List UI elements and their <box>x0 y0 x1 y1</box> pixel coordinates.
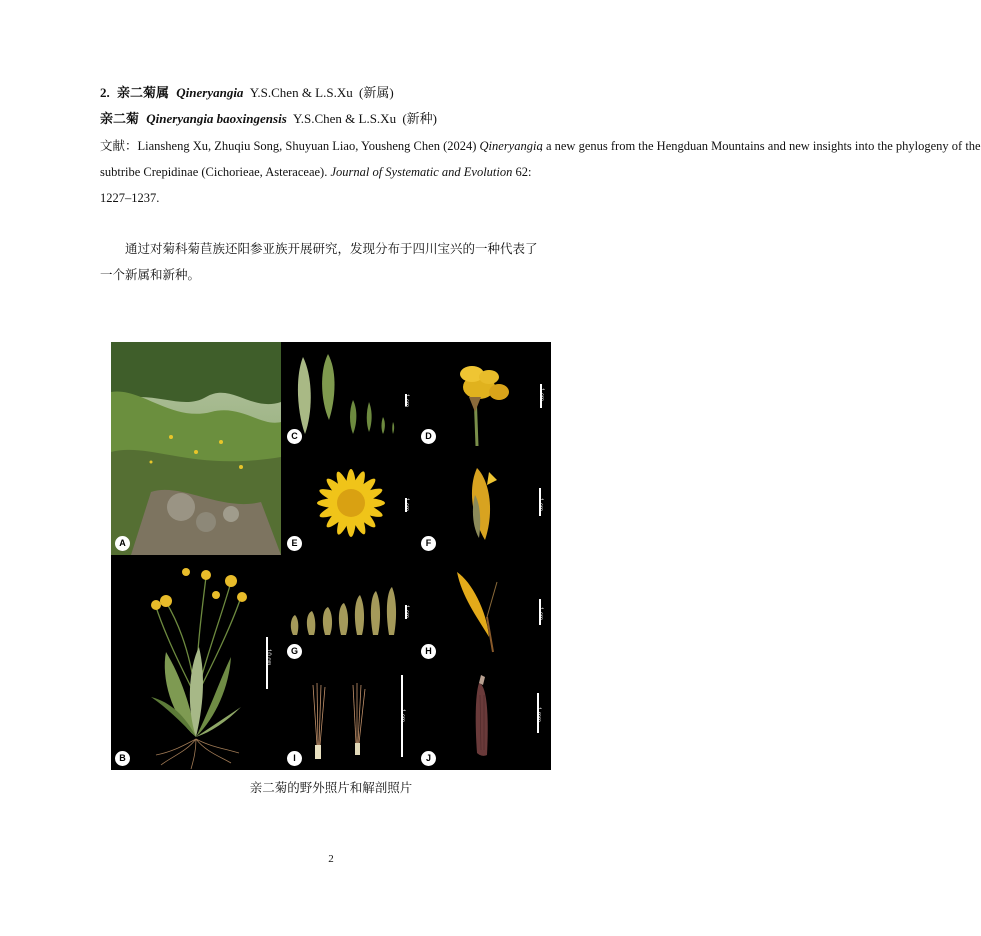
reference-authors: Liansheng Xu, Zhuqiu Song, Shuyuan Liao, Yousheng Chen (2024) <box>137 139 477 153</box>
panel-letter-b: B <box>115 751 130 766</box>
floret-image <box>417 557 551 663</box>
genus-latin-name: Qineryangia <box>176 85 244 100</box>
species-latin-name: Qineryangia baoxingensis <box>146 111 287 126</box>
reference-pages: 1227–1237. <box>100 191 160 205</box>
panel-b-whole-plant <box>111 557 281 770</box>
whole-plant-image <box>111 557 281 770</box>
panel-letter-d: D <box>421 429 436 444</box>
panel-h-floret <box>417 557 551 663</box>
scale-label-b: 10 cm <box>265 649 271 666</box>
field-habitat-image <box>111 342 281 555</box>
panel-e-capitulum <box>283 450 415 555</box>
scale-label-e: 1 cm <box>403 498 409 512</box>
scale-label-f: 1 cm <box>537 498 543 512</box>
scale-label-g: 1 cm <box>403 605 409 619</box>
reference-volume: 62: <box>515 165 532 179</box>
reference-title-rest-1: , a new genus from the Hengduan Mountains and new insights into the phylogeny of the <box>539 139 981 153</box>
reference-label: 文献： <box>100 139 138 153</box>
page-number: 2 <box>328 853 334 865</box>
species-status: (新种) <box>402 111 437 126</box>
panel-letter-h: H <box>421 644 436 659</box>
panel-f-capitulum-side <box>417 450 551 555</box>
phyllaries-image <box>283 557 415 663</box>
scale-label-i: 1 cm <box>399 709 405 723</box>
panel-letter-a: A <box>115 536 130 551</box>
panel-j-achene <box>417 665 551 770</box>
panel-letter-i: I <box>287 751 302 766</box>
genus-authors: Y.S.Chen & L.S.Xu <box>249 85 353 100</box>
reference-title-genus: Qineryangia <box>479 139 543 153</box>
panel-i-pappus <box>283 665 415 770</box>
species-heading <box>100 108 437 127</box>
scale-label-h: 1 cm <box>537 607 543 621</box>
scale-label-j: 1 mm <box>535 707 541 722</box>
scale-label-d: 1 cm <box>538 388 544 402</box>
panel-c-leaves <box>283 342 415 448</box>
species-authors: Y.S.Chen & L.S.Xu <box>293 111 397 126</box>
section-number: 2. <box>100 85 110 100</box>
panel-d-flower-head <box>417 342 551 448</box>
capitulum-image <box>283 450 415 555</box>
reference-title-rest-2: subtribe Crepidinae (Cichorieae, Asteraceae). <box>100 165 328 179</box>
pappus-image <box>283 665 415 770</box>
achene-image <box>417 665 551 770</box>
genus-status: (新属) <box>359 85 394 100</box>
scale-label-c: 1 cm <box>403 394 409 408</box>
figure-plate <box>111 342 551 770</box>
panel-letter-c: C <box>287 429 302 444</box>
flower-head-image <box>417 342 551 448</box>
paragraph-line-2: 一个新属和新种。 <box>100 268 201 282</box>
panel-letter-e: E <box>287 536 302 551</box>
reference-journal: Journal of Systematic and Evolution <box>330 165 513 179</box>
panel-letter-f: F <box>421 536 436 551</box>
intro-paragraph <box>100 236 566 288</box>
panel-a-field-photo <box>111 342 281 555</box>
panel-letter-g: G <box>287 644 302 659</box>
figure-caption: 亲二菊的野外照片和解剖照片 <box>249 781 413 795</box>
reference <box>100 133 981 211</box>
leaves-image <box>283 342 415 448</box>
species-chinese-name: 亲二菊 <box>100 111 140 126</box>
panel-g-phyllaries <box>283 557 415 663</box>
panel-letter-j: J <box>421 751 436 766</box>
genus-chinese-name: 亲二菊属 <box>117 85 170 100</box>
genus-heading <box>100 82 394 101</box>
paragraph-line-1: 通过对菊科菊苣族还阳参亚族开展研究，发现分布于四川宝兴的一种代表了 <box>125 242 538 256</box>
capitulum-side-image <box>417 450 551 555</box>
